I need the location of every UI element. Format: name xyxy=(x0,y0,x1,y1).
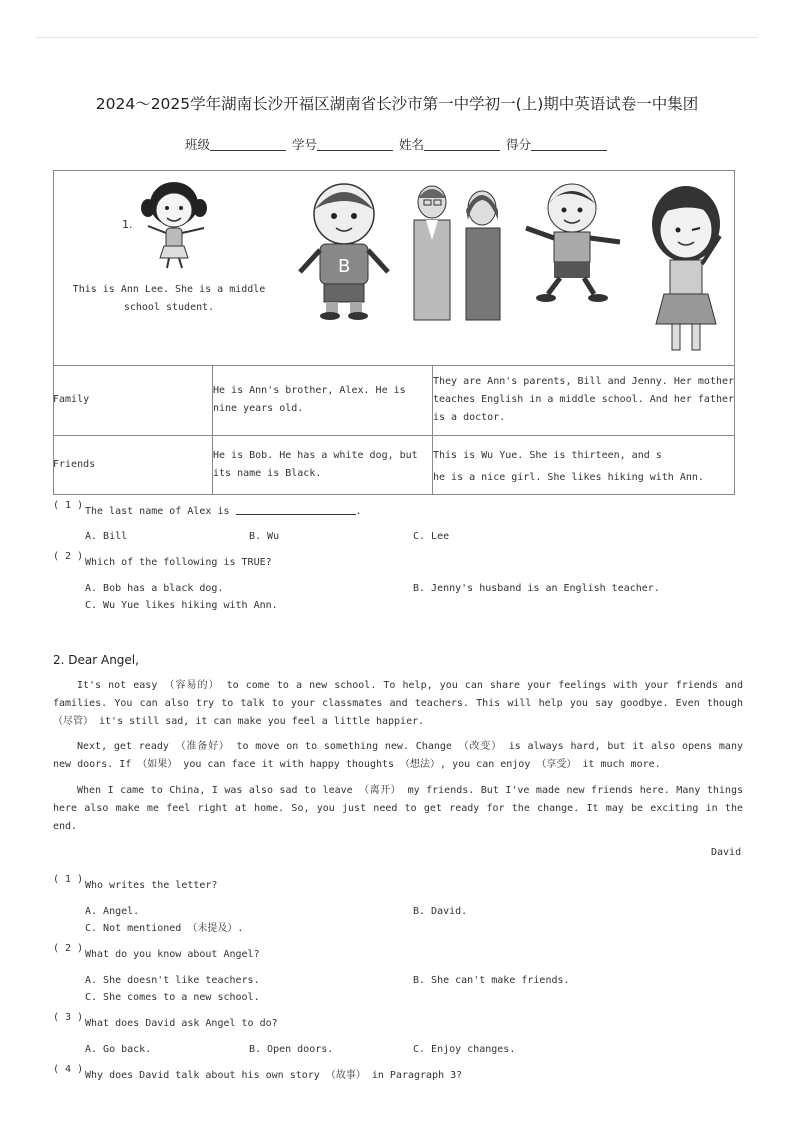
table-cell-line: nine years old. xyxy=(213,403,304,414)
option[interactable]: A. She doesn't like teachers. xyxy=(85,975,260,986)
info-name-blank[interactable] xyxy=(424,139,500,151)
q2-sub1-number: ( 1 ) xyxy=(53,874,84,885)
option[interactable]: B. She can't make friends. xyxy=(413,975,570,986)
q1-caption-line: This is Ann Lee. She is a middle xyxy=(72,284,266,295)
q2-sub3-number: ( 3 ) xyxy=(53,1012,84,1023)
info-id-label: 学号 xyxy=(291,137,317,152)
q2-sub2-stem: What do you know about Angel? xyxy=(85,949,260,960)
table-cell: Family xyxy=(53,394,90,405)
option[interactable]: A. Angel. xyxy=(85,906,140,917)
alex-boy-illustration xyxy=(294,180,394,322)
table-cell xyxy=(213,382,433,418)
table-cell-line: he is a nice girl. She likes hiking with Ann. xyxy=(433,472,704,483)
q2-sub4-stem: Why does David talk about his own story （故事） in Paragraph 3? xyxy=(85,1070,463,1081)
option[interactable]: A. Go back. xyxy=(85,1044,152,1055)
q1-number: 1. xyxy=(122,218,133,231)
table-cell-line: its name is Black. xyxy=(213,468,322,479)
q2-paragraph-2: Next, get ready （准备好） to move on to something new. Change （改变） is always hard, but it also opens many new doors. If （如果） you can face it with happy thoughts （想法）, you can enjoy （享受） it much more. xyxy=(53,741,743,770)
q2-sub4-number: ( 4 ) xyxy=(53,1064,84,1075)
option[interactable]: B. Wu xyxy=(249,531,280,542)
table-cell: Friends xyxy=(53,459,96,470)
option[interactable]: C. Enjoy changes. xyxy=(413,1044,516,1055)
table-cell-line: is a doctor. xyxy=(433,412,506,423)
q1-caption-line: school student. xyxy=(123,302,215,313)
info-name-label: 姓名 xyxy=(398,137,424,152)
wu-yue-illustration xyxy=(640,184,734,356)
table-cell-line: teaches English in a middle school. And her father xyxy=(433,394,735,405)
ann-lee-illustration xyxy=(134,178,216,270)
info-class-label: 班级 xyxy=(184,137,210,152)
student-info-line xyxy=(0,135,794,153)
q2-paragraph-3: When I came to China, I was also sad to leave （离开） my friends. But I've made new friends here. Many things here also make me feel right at home. So, you just need to get ready for the change. It may be exciting in the end. xyxy=(53,785,743,832)
table-cell xyxy=(213,447,433,483)
q1-sub2-number: ( 2 ) xyxy=(53,551,84,562)
option[interactable]: B. David. xyxy=(413,906,468,917)
q2-paragraph-1: It's not easy （容易的） to come to a new school. To help, you can share your feelings with your friends and families. You can also try to talk to your classmates and teachers. This will help you say goodbye. Even though （尽管） it's still sad, it can make you feel a little happier. xyxy=(53,680,743,727)
option[interactable]: C. Lee xyxy=(413,531,450,542)
q2-sub2-number: ( 2 ) xyxy=(53,943,84,954)
option[interactable]: B. Open doors. xyxy=(249,1044,334,1055)
table-cell-line: He is Bob. He has a white dog, but xyxy=(213,450,418,461)
parents-illustration xyxy=(410,180,508,324)
info-class-blank[interactable] xyxy=(210,139,286,151)
q1-sub1-number: ( 1 ) xyxy=(53,500,84,511)
top-divider xyxy=(36,37,758,38)
option[interactable]: C. She comes to a new school. xyxy=(85,992,260,1003)
q2-sub3-stem: What does David ask Angel to do? xyxy=(85,1018,278,1029)
info-score-label: 得分 xyxy=(505,137,531,152)
option[interactable]: A. Bill xyxy=(85,531,128,542)
option[interactable]: C. Not mentioned （未提及）. xyxy=(85,923,244,934)
q1-caption xyxy=(60,281,278,317)
table-cell-line: He is Ann's brother, Alex. He is xyxy=(213,385,406,396)
q1-sub2-stem: Which of the following is TRUE? xyxy=(85,557,272,568)
table-cell xyxy=(433,443,735,491)
table-cell-line: This is Wu Yue. She is thirteen, and s xyxy=(433,450,662,461)
info-id-blank[interactable] xyxy=(317,139,393,151)
table-cell-line: They are Ann's parents, Bill and Jenny. Her mother xyxy=(433,376,735,387)
table-cell xyxy=(433,373,735,427)
svg-text:B: B xyxy=(338,256,351,277)
info-score-blank[interactable] xyxy=(531,139,607,151)
q2-sub1-stem: Who writes the letter? xyxy=(85,880,218,891)
q1-sub1-tail: . xyxy=(355,506,362,517)
bob-illustration xyxy=(520,178,624,306)
answer-blank[interactable] xyxy=(236,505,356,515)
q2-heading: 2. Dear Angel, xyxy=(53,653,139,667)
option[interactable]: C. Wu Yue likes hiking with Ann. xyxy=(85,600,278,611)
q1-sub1-stem xyxy=(85,503,362,521)
exam-title: 2024～2025学年湖南长沙开福区湖南省长沙市第一中学初一(上)期中英语试卷一中集团 xyxy=(95,95,699,113)
q1-sub1-text: The last name of Alex is xyxy=(85,506,230,517)
q2-signature: David xyxy=(711,847,742,858)
option[interactable]: B. Jenny's husband is an English teacher. xyxy=(413,583,660,594)
option[interactable]: A. Bob has a black dog. xyxy=(85,583,224,594)
